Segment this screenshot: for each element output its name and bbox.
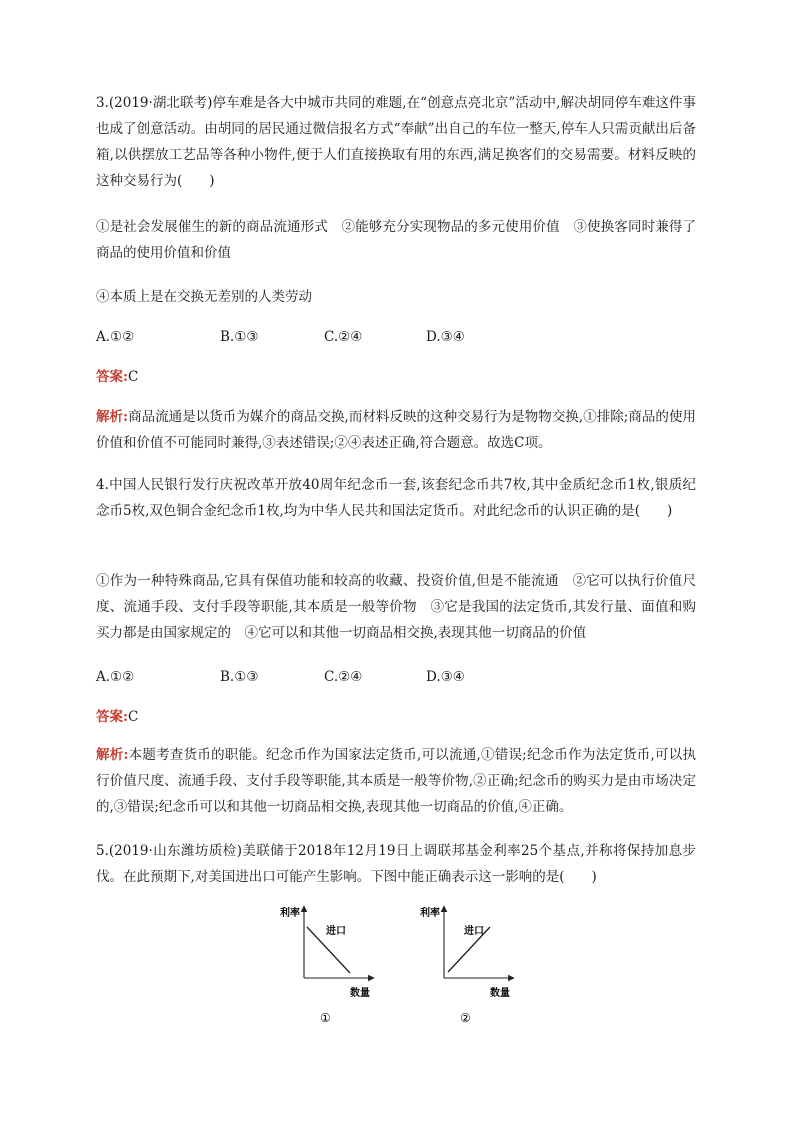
q5-stem: 5.(2019·山东潍坊质检)美联储于2018年12月19日上调联邦基金利率25个基点,并称将保持加息步伐。在此预期下,对美国进出口可能产生影响。下图中能正确表示这一影响的是( ) [96, 843, 696, 885]
graph-1-xlabel: 数量 [350, 988, 370, 999]
answer-label: 答案: [96, 369, 128, 385]
graph-2-caption: ② [460, 1011, 471, 1025]
q3-analysis [96, 404, 696, 456]
analysis-text: 商品流通是以货币为媒介的商品交换,而材料反映的这种交易行为是物物交换,①排除;商品的使用价值和价值不可能同时兼得,③表述错误;②④表述正确,符合题意。故选C项。 [96, 409, 696, 451]
analysis-label: 解析: [96, 409, 129, 425]
answer-value: C [127, 709, 139, 725]
q3-statements-2: ④本质上是在交换无差别的人类劳动 [96, 289, 312, 305]
graph-2-ylabel: 利率 [420, 908, 440, 919]
q4-option-c: C.②④ [324, 669, 363, 685]
analysis-label: 解析: [96, 747, 129, 763]
graph-1 [279, 906, 374, 1025]
q3-option-d: D.③④ [426, 329, 465, 345]
graph-1-ylabel: 利率 [280, 908, 300, 919]
q4-analysis [96, 742, 696, 820]
q4-options [96, 664, 696, 690]
q4-option-a: A.①② [96, 669, 135, 685]
q3-answer [96, 364, 138, 390]
q5-graphs [270, 900, 530, 1030]
answer-label: 答案: [96, 709, 128, 725]
q3-stem: 3.(2019·湖北联考)停车难是各大中城市共同的难题,在“创意点亮北京”活动中,解决胡同停车难这件事也成了创意活动。由胡同的居民通过微信报名方式“奉献”出自己的车位一整天,停车人只需贡献出后备箱,以供摆放工艺品等各种小物件,便于人们直接换取有用的东西,满足换客们的交易需要。材料反映的这种交易行为( ) [96, 95, 696, 189]
graph-2-series-label: 进口 [464, 926, 484, 937]
q4-answer [96, 704, 138, 730]
graph-2-xlabel: 数量 [490, 988, 510, 999]
graph-1-caption: ① [320, 1011, 331, 1025]
graphs-svg [270, 900, 530, 1030]
q3-statements-1: ①是社会发展催生的新的商品流通形式 ②能够充分实现物品的多元使用价值 ③使换客同时兼得了商品的使用价值和价值 [96, 219, 696, 261]
q3-option-b: B.①③ [220, 329, 259, 345]
q4-option-d: D.③④ [426, 669, 465, 685]
analysis-text: 本题考查货币的职能。纪念币作为国家法定货币,可以流通,①错误;纪念币作为法定货币,可以执行价值尺度、流通手段、支付手段等职能,其本质是一般等价物,②正确;纪念币的购买力是由市场决定的,③错误;纪念币可以和其他一切商品相交换,表现其他一切商品的价值,④正确。 [96, 747, 697, 815]
q4-option-b: B.①③ [220, 669, 259, 685]
answer-value: C [127, 369, 139, 385]
q3-option-c: C.②④ [324, 329, 363, 345]
graph-1-series-label: 进口 [326, 926, 346, 937]
graph-2 [419, 906, 514, 1025]
q3-option-a: A.①② [96, 329, 135, 345]
q4-stem: 4.中国人民银行发行庆祝改革开放40周年纪念币一套,该套纪念币共7枚,其中金质纪念币1枚,银质纪念币5枚,双色铜合金纪念币1枚,均为中华人民共和国法定货币。对此纪念币的认识正确的是( ) [96, 477, 696, 519]
q4-statements: ①作为一种特殊商品,它具有保值功能和较高的收藏、投资价值,但是不能流通 ②它可以执行价值尺度、流通手段、支付手段等职能,其本质是一般等价物 ③它是我国的法定货币,其发行量、面值和购买力都是由国家规定的 ④它可以和其他一切商品相交换,表现其他一切商品的价值 [96, 573, 696, 641]
q3-options [96, 324, 696, 350]
